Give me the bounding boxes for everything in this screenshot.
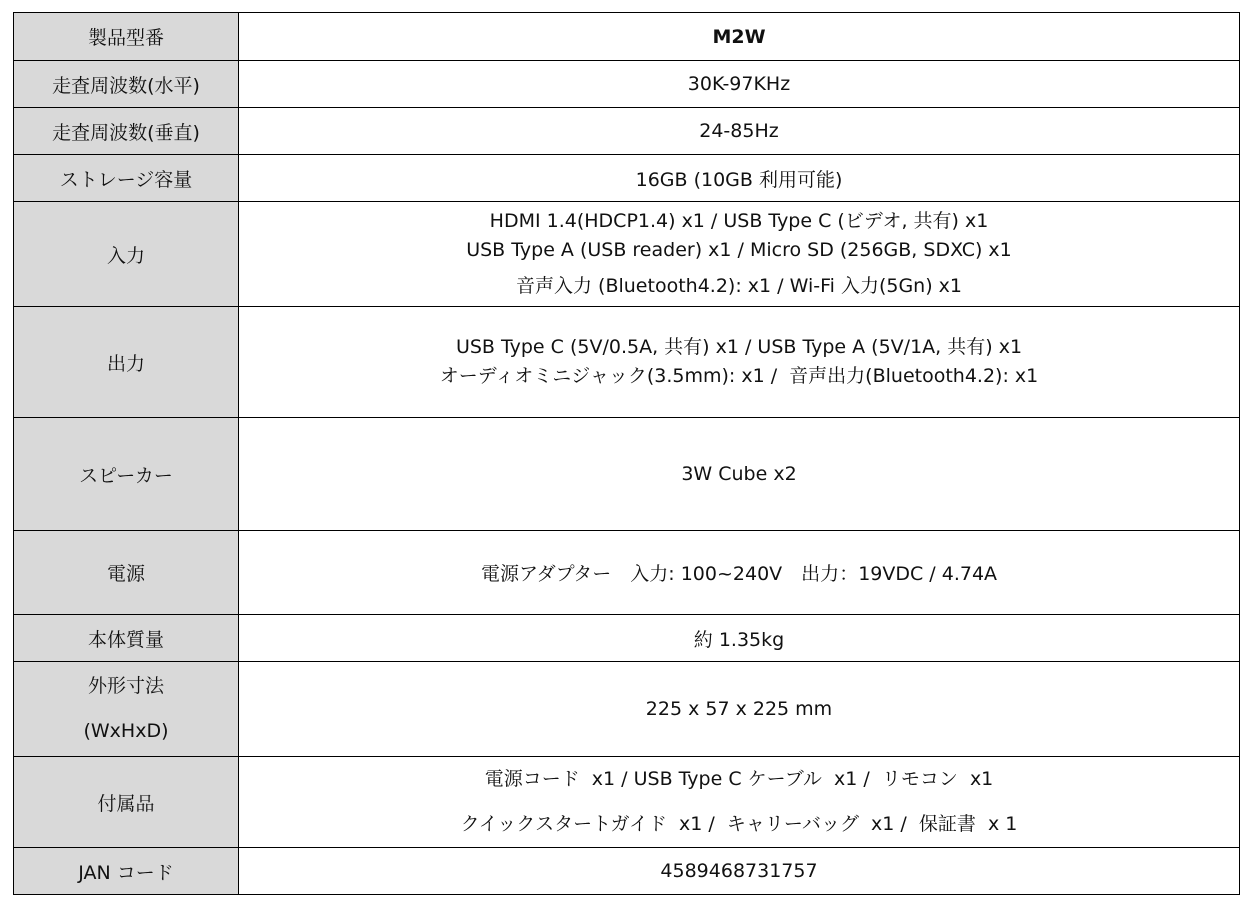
spec-label-input: 入力 xyxy=(14,202,239,307)
spec-row-dimensions xyxy=(14,662,1240,757)
spec-label-weight: 本体質量 xyxy=(14,615,239,662)
spec-label-power: 電源 xyxy=(14,531,239,615)
spec-value-line: クイックスタートガイド x1 / キャリーバッグ x1 / 保証書 x 1 xyxy=(460,813,1018,835)
spec-value-weight: 約 1.35kg xyxy=(239,615,1240,662)
spec-table xyxy=(13,12,1240,895)
spec-row-storage xyxy=(14,155,1240,202)
spec-label-model: 製品型番 xyxy=(14,13,239,61)
spec-label-line: (WxHxD) xyxy=(83,720,169,742)
power-output-value: ：19VDC / 4.74A xyxy=(839,563,998,585)
spec-row-v-frequency xyxy=(14,108,1240,155)
spec-value-line: 音声入力 (Bluetooth4.2): x1 / Wi-Fi 入力(5Gn) x1 xyxy=(516,275,962,297)
spec-value-line: HDMI 1.4(HDCP1.4) x1 / USB Type C (ビデオ, 共有) x1 xyxy=(489,210,989,232)
spec-label-h-frequency: 走査周波数(水平) xyxy=(14,61,239,108)
spec-row-output xyxy=(14,307,1240,418)
spec-value-line: USB Type A (USB reader) x1 / Micro SD (256GB, SDXC) x1 xyxy=(466,239,1012,261)
spec-value-line: オーディオミニジャック(3.5mm): x1 / 音声出力(Bluetooth4.2): x1 xyxy=(439,365,1039,387)
spec-label-jan-code: JAN コード xyxy=(14,848,239,895)
spec-row-model xyxy=(14,13,1240,61)
spec-label-storage: ストレージ容量 xyxy=(14,155,239,202)
spec-row-weight xyxy=(14,615,1240,662)
spec-value-dimensions: 225 x 57 x 225 mm xyxy=(239,662,1240,757)
power-output-label: 出力 xyxy=(801,563,840,585)
spec-value-accessories xyxy=(239,757,1240,848)
spec-row-power xyxy=(14,531,1240,615)
spec-label-line: 外形寸法 xyxy=(87,675,164,697)
spec-value-line: 電源コード x1 / USB Type C ケーブル x1 / リモコン x1 xyxy=(484,768,994,790)
spec-label-output: 出力 xyxy=(14,307,239,418)
spec-value-h-frequency: 30K-97KHz xyxy=(239,61,1240,108)
spec-label-speaker: スピーカー xyxy=(14,418,239,531)
spec-value-input xyxy=(239,202,1240,307)
spec-value-line: USB Type C (5V/0.5A, 共有) x1 / USB Type A (5V/1A, 共有) x1 xyxy=(455,336,1023,358)
power-adapter-input: 電源アダプター 入力: 100~240V xyxy=(480,563,802,585)
spec-row-accessories xyxy=(14,757,1240,848)
spec-label-dimensions xyxy=(14,662,239,757)
spec-value-output xyxy=(239,307,1240,418)
spec-value-model: M2W xyxy=(239,13,1240,61)
spec-value-speaker: 3W Cube x2 xyxy=(239,418,1240,531)
spec-label-accessories: 付属品 xyxy=(14,757,239,848)
spec-value-storage: 16GB (10GB 利用可能) xyxy=(239,155,1240,202)
spec-value-jan-code: 4589468731757 xyxy=(239,848,1240,895)
spec-row-speaker xyxy=(14,418,1240,531)
spec-value-power xyxy=(239,531,1240,615)
spec-row-jan-code xyxy=(14,848,1240,895)
spec-value-v-frequency: 24-85Hz xyxy=(239,108,1240,155)
spec-label-v-frequency: 走査周波数(垂直) xyxy=(14,108,239,155)
spec-row-input xyxy=(14,202,1240,307)
spec-row-h-frequency xyxy=(14,61,1240,108)
